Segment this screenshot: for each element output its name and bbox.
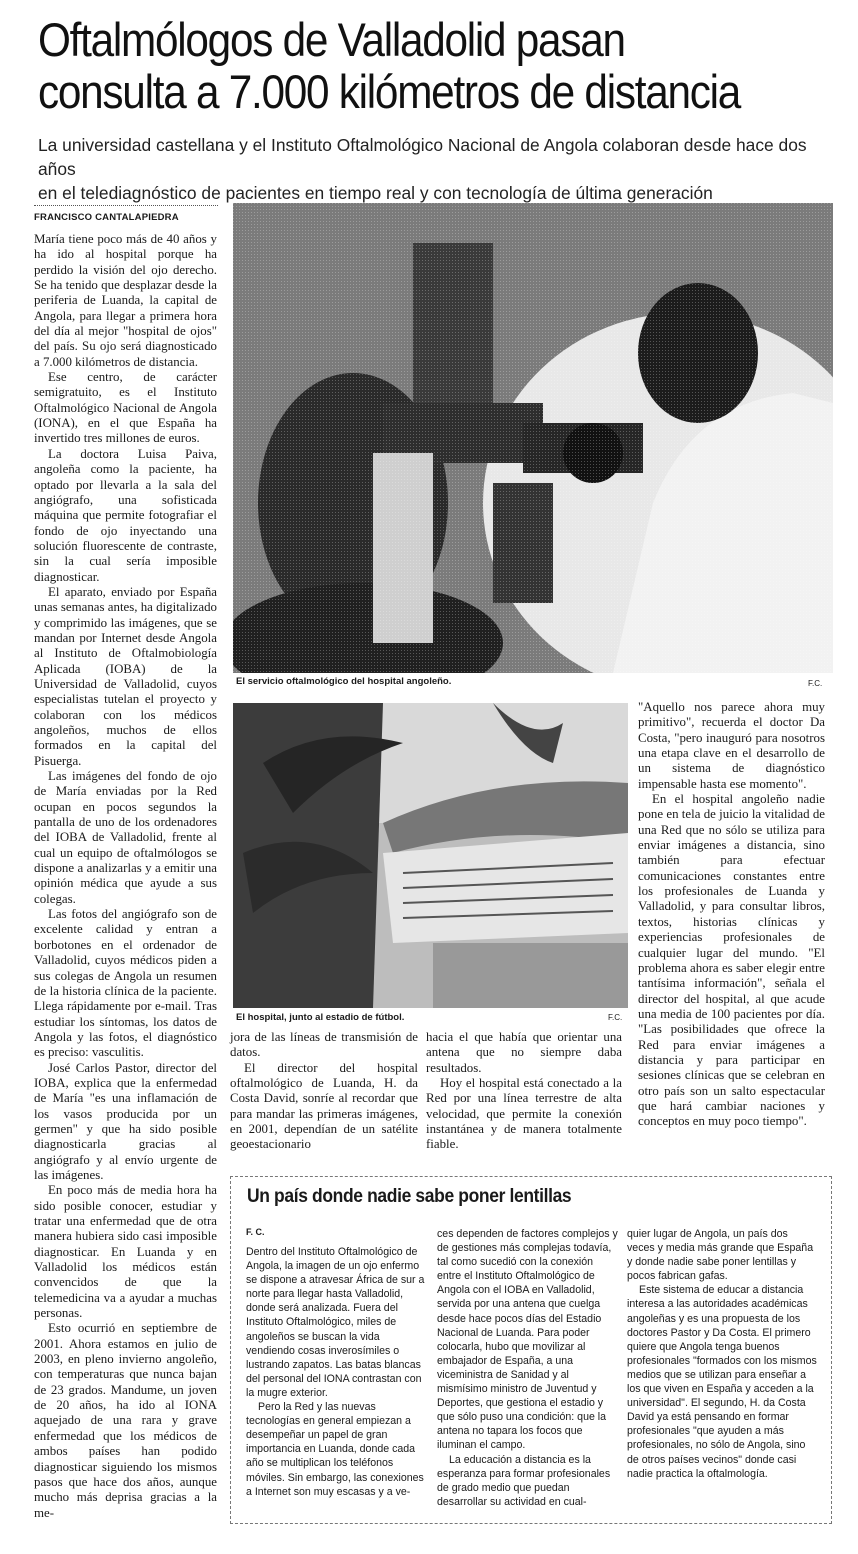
paragraph: José Carlos Pastor, director del IOBA, explica que la enfermedad de María "es una inflamación de los vasos producida por un germen" y que ha sido posible diagnosticarla gracias al angiógrafo y al envío urgente de las imágenes.	[34, 1060, 217, 1182]
paragraph: El director del hospital oftalmológico de Luanda, H. da Costa David, sonríe al recordar que para mandar las primeras imágenes, en 2001, dependían de un satélite geoestacionario	[230, 1060, 418, 1152]
paragraph: Las imágenes del fondo de ojo de María enviadas por la Red ocupan en pocos segundos la pantalla de uno de los ordenadores del IOBA de Valladolid, frente al cual un equipo de oftalmólogos se dispone a analizarlas y a emitir una opinión médica que ayude a sus colegas.	[34, 769, 217, 906]
photo-caption: El servicio oftalmológico del hospital angoleño.	[236, 676, 452, 687]
byline-rule	[34, 205, 218, 206]
subheadline	[38, 133, 828, 205]
photo-credit: F.C.	[608, 1013, 623, 1022]
paragraph: Pero la Red y las nuevas tecnologías en general empiezan a desempeñar un papel de gran importancia en Luanda, donde cada año se multiplican los teléfonos móviles. Sin embargo, las conexiones a Internet son muy escasas y a ve-	[246, 1401, 424, 1498]
photo-caption: El hospital, junto al estadio de fútbol.	[236, 1012, 405, 1023]
paragraph: Dentro del Instituto Oftalmológico de Angola, la imagen de un ojo enfermo se dispone a atravesar África de sur a norte para llegar hasta Valladolid, donde será analizada. Fuera del Instituto Oftalmológico, miles de angoleños se buscan la vida vendiendo cosas inverosímiles o lustrando zapatos. Las batas blancas del personal del IONA contrastan con la mugre exterior.	[246, 1246, 425, 1399]
paragraph: "Aquello nos parece ahora muy primitivo", recuerda el doctor Da Costa, "pero inauguró para nosotros una etapa clave en el desarrollo de un sistema de diagnóstico impensable hasta ese momento".	[638, 700, 825, 791]
headline	[38, 14, 749, 118]
subheadline-line-2: en el telediagnóstico de pacientes en tiempo real y con tecnología de última generación	[38, 183, 713, 203]
paragraph: La doctora Luisa Paiva, angoleña como la paciente, ha optado por llevarla a la sala del angiógrafo, una sofisticada máquina que permite fotografiar el fondo de ojo inyectando una solución fluorescente de contraste, sin la cual sería imposible diagnosticar.	[34, 446, 217, 584]
article-column-2	[230, 1030, 418, 1153]
paragraph: Ese centro, de carácter semigratuito, es el Instituto Oftalmológico Nacional de Angola (IONA), en el que España ha invertido tres millones de euros.	[34, 370, 217, 446]
paragraph: Esto ocurrió en septiembre de 2001. Ahora estamos en julio de 2003, en pleno invierno angoleño, con temperaturas que nunca bajan de 23 grados. Mandume, un joven de 20 años, ha ido al IONA aquejado de una rara y grave enfermedad que los médicos de ambos países han podido diagnosticar siguiendo los mismos pasos que hace dos años, aunque mucho más deprisa gracias a la me-	[34, 1321, 217, 1520]
paragraph: jora de las líneas de transmisión de datos.	[230, 1030, 418, 1060]
photo-ophthalmology-exam	[233, 203, 833, 673]
paragraph: Hoy el hospital está conectado a la Red por una línea terrestre de alta velocidad, que permite la conexión instantánea y de manera totalmente fiable.	[426, 1076, 622, 1152]
paragraph: quier lugar de Angola, un país dos veces y media más grande que España y donde nadie sabe poner lentillas y pocos fabrican gafas.	[627, 1228, 814, 1283]
photo-credit: F.C.	[808, 679, 823, 688]
headline-line-1: Oftalmólogos de Valladolid pasan	[38, 13, 625, 66]
paragraph: El aparato, enviado por España unas semanas antes, ha digitalizado y comprimido las imágenes, que se mandan por Internet desde Angola al Instituto de Oftalmobiología Aplicada (IOBA) de la Universidad de Valladolid, cuyos especialistas tutelan el proyecto y colaboran con los médicos angoleños, muchos de ellos formados en la capital del Pisuerga.	[34, 584, 217, 768]
sidebar-title: Un país donde nadie sabe poner lentillas	[247, 1186, 572, 1207]
paragraph: En poco más de media hora ha sido posible conocer, estudiar y tratar una enfermedad que de otra manera hubiera sido casi imposible diagnosticar. En Luanda y en Valladolid los médicos están convencidos de que la telemedicina va a ayudar a muchas personas.	[34, 1183, 217, 1321]
article-column-1	[34, 232, 217, 1521]
photo-hospital-stadium	[233, 703, 628, 1008]
sidebar-column-2	[437, 1227, 619, 1509]
subheadline-line-1: La universidad castellana y el Instituto Oftalmológico Nacional de Angola colaboran desde hace dos años	[38, 135, 807, 179]
paragraph: Este sistema de educar a distancia interesa a las autoridades académicas angoleñas y es una propuesta de los doctores Pastor y Da Costa. El primero quiere que Angola tenga buenos profesionales "formados con los mismos medios que se utilizan para enseñar a los que viven en España y acceden a la universidad". El segundo, H. da Costa David ya está pensando en formar profesionales "que ayuden a más profesionales, no sólo de Angola, sino de otros países vecinos" donde casi nadie practica la oftalmología.	[627, 1284, 817, 1480]
headline-line-2: consulta a 7.000 kilómetros de distancia	[38, 65, 741, 118]
sidebar-column-1	[246, 1245, 428, 1499]
byline: FRANCISCO CANTALAPIEDRA	[34, 212, 179, 223]
sidebar-column-3	[627, 1227, 817, 1481]
paragraph: María tiene poco más de 40 años y ha ido al hospital porque ha perdido la visión del ojo derecho. Se ha tenido que desplazar desde la periferia de Luanda, la capital de Angola, para llegar a primera hora del día al mejor "hospital de ojos" del país. Su ojo será diagnosticado a 7.000 kilómetros de distancia.	[34, 232, 217, 369]
paragraph: ces dependen de factores complejos y de gestiones más complejas todavía, tal como sucedió con la conexión entre el Instituto Oftalmológico de Angola con el IOBA en Valladolid, servida por una antena que cuelga desde hace pocos días del Estadio Nacional de Luanda. Para poder colocarla, hubo que movilizar al embajador de España, a una viceministra de Sanidad y al mismísimo ministro de Juventud y Deportes, que gestiona el estadio y que sólo puso una condición: que la antena no tapara los focos que iluminan el campo.	[437, 1228, 618, 1452]
sidebar-byline: F. C.	[246, 1227, 265, 1237]
paragraph: En el hospital angoleño nadie pone en tela de juicio la vitalidad de una Red que no sólo se utiliza para enviar imágenes a distancia, sino también para efectuar comunicaciones constantes entre los profesionales de Luanda y Valladolid, y para consultar libros, textos, historias clínicas y experiencias profesionales de cualquier lugar del mundo. "El problema ahora es saber elegir entre tantísima información", señala el director del hospital, al que acude una media de 100 pacientes por día. "Las posibilidades que ofrece la Red para enviar imágenes a distancia y para participar en sesiones clínicas que se celebran en otro país son un salto espectacular que hará cambiar naciones y conceptos en muy poco tiempo".	[638, 792, 825, 1129]
article-column-3	[426, 1030, 622, 1153]
paragraph: Las fotos del angiógrafo son de excelente calidad y entran a borbotones en el ordenador de Valladolid, cuyos médicos piden a sus colegas de Angola un resumen de la historia clínica de la paciente. Llega rápidamente por e-mail. Tras estudiar los síntomas, los datos de Angola y las fotos, el diagnóstico es preciso: vasculitis.	[34, 907, 217, 1060]
article-column-4	[638, 700, 825, 1130]
paragraph: La educación a distancia es la esperanza para formar profesionales de grado medio que puedan desarrollar su actividad en cual-	[437, 1453, 611, 1508]
paragraph: hacia el que había que orientar una antena que no siempre daba resultados.	[426, 1030, 622, 1075]
